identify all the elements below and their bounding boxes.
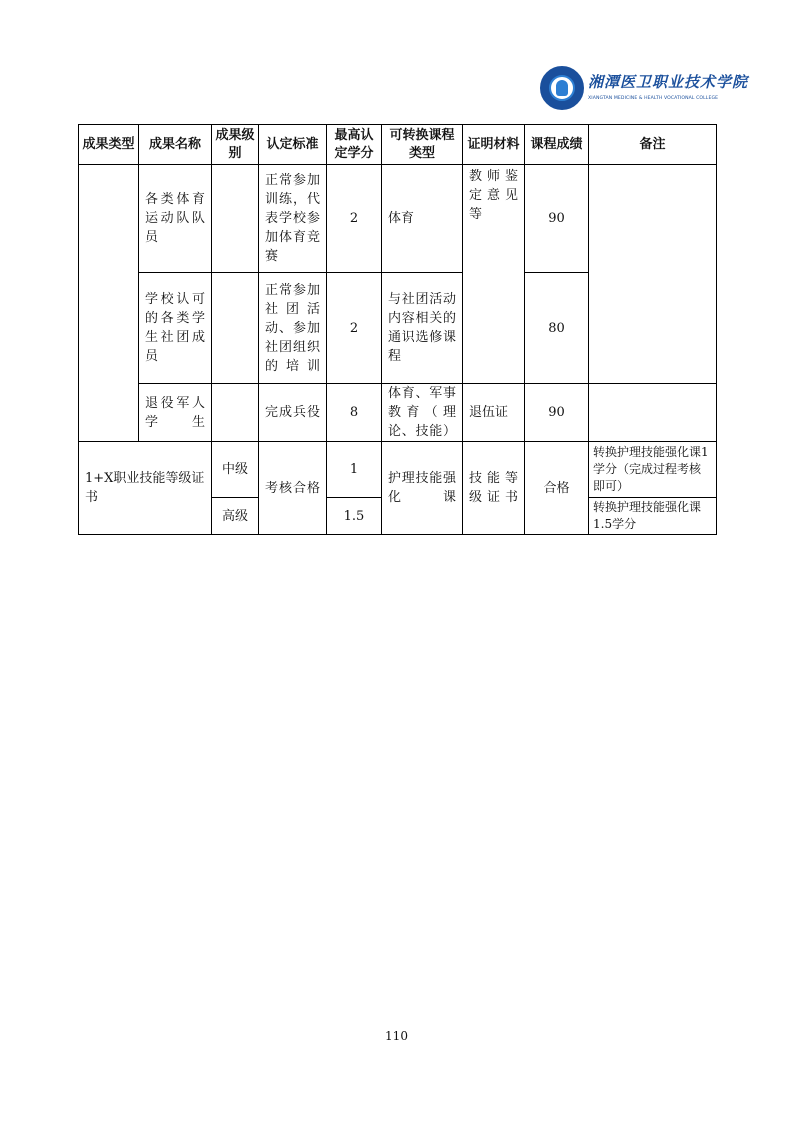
note-cell-empty bbox=[589, 165, 717, 384]
table-row bbox=[79, 165, 717, 273]
header-cell: 认定标准 bbox=[259, 125, 327, 165]
standard-cell: 正常参加训练，代表学校参加体育竞赛 bbox=[259, 165, 327, 273]
logo-english-name: XIANGTAN MEDICINE & HEALTH VOCATIONAL COLLEGE bbox=[588, 96, 719, 101]
header-cell: 最高认定学分 bbox=[327, 125, 382, 165]
logo-chinese-name: 湘潭医卫职业技术学院 bbox=[588, 73, 749, 91]
material-cell: 教师鉴定意见等 bbox=[463, 165, 525, 384]
header-cell: 可转换课程类型 bbox=[382, 125, 463, 165]
grade-cell: 90 bbox=[525, 165, 589, 273]
standard-cell: 正常参加社团活动、参加社团组织的培训 bbox=[259, 273, 327, 384]
cert-type-cell: 1+X职业技能等级证书 bbox=[79, 442, 212, 535]
cert-course-type-cell: 护理技能强化课 bbox=[382, 442, 463, 535]
header-cell: 成果类型 bbox=[79, 125, 139, 165]
grade-cell: 80 bbox=[525, 273, 589, 384]
cert-credit-high: 1.5 bbox=[327, 498, 382, 535]
header-cell: 课程成绩 bbox=[525, 125, 589, 165]
course-type-cell: 体育 bbox=[382, 165, 463, 273]
standard-cell: 完成兵役 bbox=[259, 384, 327, 442]
name-cell: 各类体育运动队队员 bbox=[139, 165, 212, 273]
table-header-row bbox=[79, 125, 717, 165]
credit-cell: 8 bbox=[327, 384, 382, 442]
cert-standard-cell: 考核合格 bbox=[259, 442, 327, 535]
header-cell: 成果级别 bbox=[212, 125, 259, 165]
grade-cell: 90 bbox=[525, 384, 589, 442]
course-type-cell: 与社团活动内容相关的通识选修课程 bbox=[382, 273, 463, 384]
college-seal-icon bbox=[540, 66, 584, 110]
header-cell: 备注 bbox=[589, 125, 717, 165]
type-cell-empty bbox=[79, 165, 139, 442]
header-cell: 证明材料 bbox=[463, 125, 525, 165]
credit-cell: 2 bbox=[327, 165, 382, 273]
credit-cell: 2 bbox=[327, 273, 382, 384]
cert-note-mid: 转换护理技能强化课1学分（完成过程考核即可） bbox=[589, 442, 717, 498]
level-cell-empty bbox=[212, 165, 259, 273]
credit-conversion-table bbox=[78, 124, 717, 535]
cert-credit-mid: 1 bbox=[327, 442, 382, 498]
page-number: 110 bbox=[385, 1029, 408, 1043]
name-cell: 退役军人学生 bbox=[139, 384, 212, 442]
note-cell-empty bbox=[589, 384, 717, 442]
course-type-cell: 体育、军事教育（理论、技能） bbox=[382, 384, 463, 442]
cert-material-cell: 技能等级证书 bbox=[463, 442, 525, 535]
name-cell: 学校认可的各类学生社团成员 bbox=[139, 273, 212, 384]
header-cell: 成果名称 bbox=[139, 125, 212, 165]
college-logo bbox=[540, 66, 749, 112]
table-row bbox=[79, 442, 717, 498]
cert-level-high: 高级 bbox=[212, 498, 259, 535]
cert-level-mid: 中级 bbox=[212, 442, 259, 498]
level-cell-empty bbox=[212, 384, 259, 442]
cert-grade-cell: 合格 bbox=[525, 442, 589, 535]
cert-note-high: 转换护理技能强化课1.5学分 bbox=[589, 498, 717, 535]
table-row bbox=[79, 384, 717, 442]
level-cell-empty bbox=[212, 273, 259, 384]
material-cell: 退伍证 bbox=[463, 384, 525, 442]
